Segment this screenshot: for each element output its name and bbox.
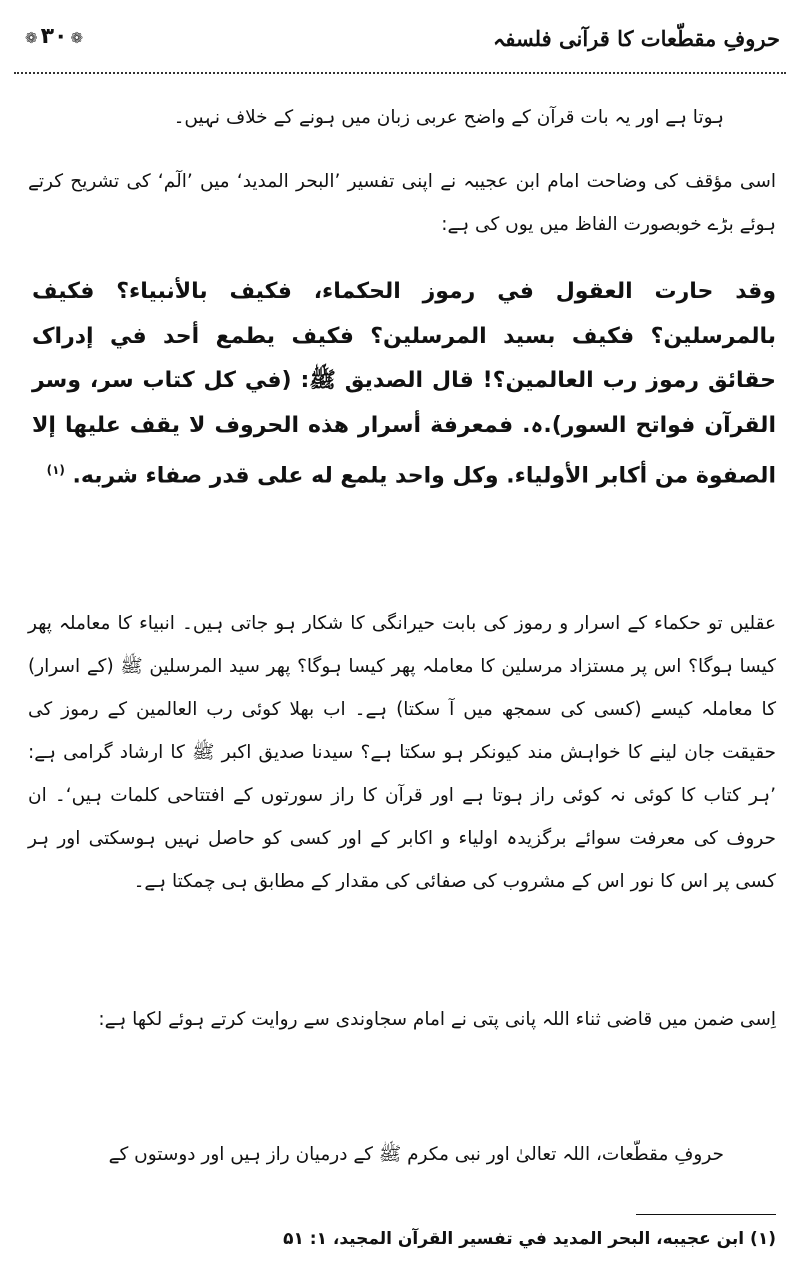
translation-paragraph: عقلیں تو حکماء کے اسرار و رموز کی بابت حیرانگی کا شکار ہو جاتی ہیں۔ انبیاء کا معاملہ پھر کیسا ہوگا؟ اس پر مستزاد مرسلین کا معاملہ پھر کیسا ہوگا؟ پھر سید المرسلین ﷺ (کے اسرار) کا معاملہ کیسے (کسی کی سمجھ میں آ سکتا) ہے۔ اب بھلا کوئی رب العالمین کے رموز کی حقیقت جان لینے کا خواہش مند کیونکر ہو سکتا ہے؟ سیدنا صدیق اکبر ﷺ کا ارشاد گرامی ہے: ’ہر کتاب کا کوئی نہ کوئی راز ہوتا ہے اور قرآن کا راز سورتوں کے افتتاحی کلمات ہیں‘۔ ان حروف کی معرفت سوائے برگزیدہ اولیاء و اکابر کے اور کسی کو حاصل نہیں ہوسکتی اور ہر کسی پر اس کا نور اس کے مشروب کی صفائی کی مقدار کے مطابق ہی چمکتا ہے۔ bbox=[28, 613, 776, 892]
footnote-marker: (۱) bbox=[46, 463, 65, 477]
footnote: (۱) ابن عجيبه، البحر المديد في تفسير القرآن المجيد، ۱: ۵۱ bbox=[283, 1229, 776, 1249]
ornament-icon: ❁ bbox=[25, 29, 38, 47]
page-header bbox=[14, 22, 786, 66]
paragraph: اسی مؤقف کی وضاحت امام ابن عجیبہ نے اپنی تفسیر ’البحر المدید‘ میں ’الٓم‘ کی تشریح کرتے ہوئے بڑے خوبصورت الفاظ میں یوں کی ہے: bbox=[28, 171, 776, 235]
header-divider bbox=[14, 72, 786, 74]
page-number-block bbox=[22, 24, 86, 49]
footnote-divider bbox=[636, 1214, 776, 1215]
paragraph: حروفِ مقطّعات، اللہ تعالیٰ اور نبی مکرم ﷺ کے درمیان راز ہیں اور دوستوں کے bbox=[108, 1144, 724, 1165]
paragraph: اِسی ضمن میں قاضی ثناء اللہ پانی پتی نے امام سجاوندی سے روایت کرتے ہوئے لکھا ہے: bbox=[98, 1009, 776, 1030]
paragraph: ہوتا ہے اور یہ بات قرآن کے واضح عربی زبان میں ہونے کے خلاف نہیں۔ bbox=[173, 107, 724, 128]
arabic-quote bbox=[32, 270, 776, 499]
page-number: ۳۰ bbox=[40, 24, 68, 49]
ornament-icon: ❁ bbox=[70, 29, 84, 47]
arabic-quote-text: وقد حارت العقول في رموز الحكماء، فكيف بالأنبياء؟ فكيف بالمرسلين؟ فكيف بسيد المرسلين؟ فكيف يطمع أحد في إدراک حقائق رموز رب العالمين؟! قال الصديق ﷺ: (في كل كتاب سر، وسر القرآن فواتح السور).ہ. فمعرفة أسرار هذه الحروف لا يقف عليها إلا الصفوة من أكابر الأولياء. وكل واحد يلمع له على قدر صفاء شربه. bbox=[32, 279, 776, 489]
running-title: حروفِ مقطّعات کا قرآنی فلسفہ bbox=[493, 26, 780, 51]
